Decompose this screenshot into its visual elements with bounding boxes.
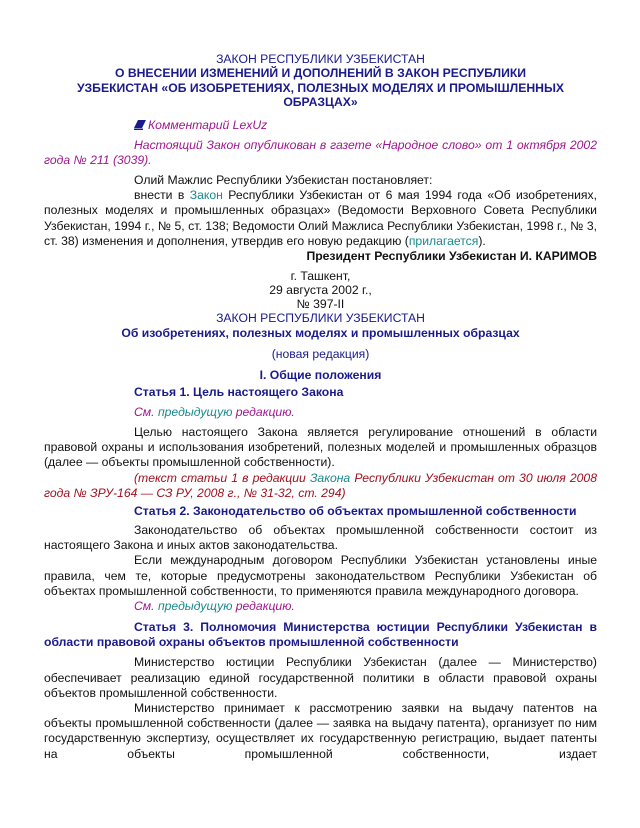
preamble: Олий Мажлис Республики Узбекистан постановляет: xyxy=(134,172,433,187)
attached-link[interactable]: прилагается xyxy=(408,233,479,248)
text: Республики Узбекистан от 30 июля 2008 года № ЗРУ-164 — СЗ РУ, 2008 г., № 31-32, ст. 294) xyxy=(44,470,597,500)
note-icon xyxy=(134,120,146,130)
article-3-paragraph: Министерство юстиции Республики Узбекистан (далее — Министерство) обеспечивает реализацию единой государственной политики в области правовой охраны объектов промышленной собственности. xyxy=(44,655,597,700)
text: внести в xyxy=(134,188,190,203)
previous-edition-link[interactable] xyxy=(44,599,597,614)
prev-edition-link[interactable]: предыдущую xyxy=(157,404,233,419)
place-date-block xyxy=(44,269,597,311)
date: 29 августа 2002 г., xyxy=(269,282,372,297)
article-1-heading: Статья 1. Цель настоящего Закона xyxy=(134,384,344,399)
text: ). xyxy=(478,233,486,248)
text: См. xyxy=(134,598,158,613)
amending-law-link[interactable]: Закона xyxy=(309,470,351,485)
title-line: О ВНЕСЕНИИ ИЗМЕНЕНИЙ И ДОПОЛНЕНИЙ В ЗАКОН РЕСПУБЛИКИ xyxy=(114,66,527,80)
article-2-heading: Статья 2. Законодательство об объектах промышленной собственности xyxy=(134,503,577,518)
text: См. xyxy=(134,404,158,419)
text: (текст статьи 1 в редакции xyxy=(134,470,310,485)
article-3-paragraph: Министерство принимает к рассмотрению заявки на выдачу патентов на объекты промышленной собственности (далее — заявка на выдачу патента), организует по ним государственную экспертизу, осуществляет их государственную регистрацию, выдает патенты на объекты промышленной собственности, издает xyxy=(44,700,597,761)
article-3-heading: Статья 3. Полномочия Министерства юстиции Республики Узбекистан в области правовой охраны объектов промышленной собственности xyxy=(44,619,597,650)
previous-edition-link[interactable] xyxy=(44,405,597,420)
prev-edition-link[interactable]: предыдущую xyxy=(157,598,233,613)
article-1-paragraph: Целью настоящего Закона является регулирование отношений в области правовой охраны и использования изобретений, полезных моделей и промышленных образцов (далее — объекты промышленной собственности). xyxy=(44,424,597,470)
publication-note: Настоящий Закон опубликован в газете «Народное слово» от 1 октября 2002 года № 211 (3039). xyxy=(44,137,597,167)
text: редакцию. xyxy=(232,598,295,613)
amendment-law-title xyxy=(44,66,597,110)
comment-link[interactable] xyxy=(44,118,597,133)
law-number: № 397-II xyxy=(296,296,345,311)
city: г. Ташкент, xyxy=(290,268,351,283)
title-line: УЗБЕКИСТАН «ОБ ИЗОБРЕТЕНИЯХ, ПОЛЕЗНЫХ МОДЕЛЯХ И ПРОМЫШЛЕННЫХ xyxy=(76,80,565,95)
text: Республики Узбекистан от 6 мая 1994 года «Об изобретениях, полезных моделях и промышленных образцах» (Ведомости Верховного Совета Республики Узбекистан, 1994 г., № 5, ст. 138; Ведомости Олий Мажлиса Республики Узбекистан, 1998 г., № 3, ст. 38) изменения и дополнения, утвердив его новую редакцию ( xyxy=(44,188,597,248)
amendment-note xyxy=(44,471,597,501)
section-heading: I. Общие положения xyxy=(259,367,382,382)
article-2-paragraph: Если международным договором Республики Узбекистан установлены иные правила, чем те, которые предусмотрены законодательством Республики Узбекистан об объектах промышленной собственности, то применяются правила международного договора. xyxy=(44,553,597,598)
comment-label: Комментарий LexUz xyxy=(148,117,268,132)
edition-label: (новая редакция) xyxy=(271,346,370,361)
law-type-heading: ЗАКОН РЕСПУБЛИКИ УЗБЕКИСТАН xyxy=(216,52,425,66)
title-line: ОБРАЗЦАХ» xyxy=(283,95,358,109)
law-link[interactable]: Закон xyxy=(189,188,223,203)
resolution-paragraph xyxy=(44,188,597,249)
text: редакцию. xyxy=(232,404,295,419)
law-title: Об изобретениях, полезных моделях и промышленных образцах xyxy=(121,325,520,340)
signature: Президент Республики Узбекистан И. КАРИМОВ xyxy=(306,248,597,263)
document-page xyxy=(44,52,597,762)
article-2-paragraph: Законодательство об объектах промышленной собственности состоит из настоящего Закона и иных актов законодательства. xyxy=(44,522,597,553)
law-type-heading-2: ЗАКОН РЕСПУБЛИКИ УЗБЕКИСТАН xyxy=(216,310,425,325)
